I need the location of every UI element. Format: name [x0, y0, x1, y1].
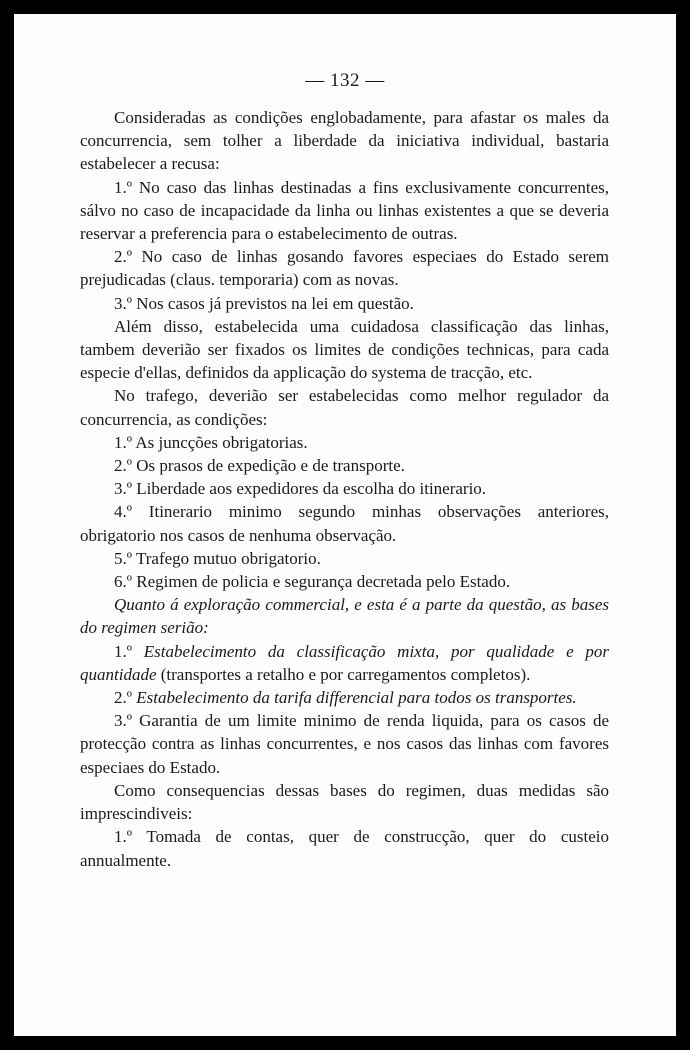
book-page: [14, 14, 676, 1036]
list-item: 5.º Trafego mutuo obrigatorio.: [114, 548, 321, 568]
item-number: 1.º: [114, 641, 133, 661]
list-item: 3.º Liberdade aos expedidores da escolha do itinerario.: [114, 479, 487, 499]
list-item: 3.º Garantia de um limite minimo de renda liquida, para os casos de protecção contra as linhas concurrentes, e nos casos das linhas com favores especiaes do Estado.: [80, 711, 609, 777]
list-item: 1.º Tomada de contas, quer de construcção, quer do custeio annualmente.: [80, 827, 609, 870]
list-item: 1.º As juncções obrigatorias.: [114, 432, 308, 452]
list-item: 4.º Itinerario minimo segundo minhas observações anteriores, obrigatorio nos casos de nenhuma observação.: [80, 502, 609, 545]
body-text: [80, 106, 609, 872]
paragraph: Consideradas as condições englobadamente, para afastar os males da concurrencia, sem tolher a liberdade da iniciativa individual, bastaria estabelecer a recusa:: [80, 108, 609, 174]
list-item: 6.º Regimen de policia e segurança decretada pelo Estado.: [114, 572, 511, 592]
page-number: — 132 —: [305, 70, 385, 91]
paragraph: No trafego, deverião ser estabelecidas como melhor regulador da concurrencia, as condições:: [80, 386, 609, 429]
item-italic-text: Estabelecimento da classificação mixta, por qualidade e por quantidade: [80, 641, 609, 684]
paragraph: Além disso, estabelecida uma cuidadosa classificação das linhas, tambem deverião ser fixados os limites de condições technicas, para cada especie d'ellas, definidos da applicação do systema de tracção, etc.: [80, 316, 609, 383]
item-number: 2.º: [114, 688, 133, 708]
list-item: 1.º No caso das linhas destinadas a fins exclusivamente concurrentes, sálvo no caso de incapacidade da linha ou linhas existentes a que se deveria reservar a preferencia para o estabelecimento de outras.: [80, 177, 609, 244]
item-italic-text: Estabelecimento da tarifa differencial para todos os transportes.: [132, 688, 577, 708]
list-item: [80, 686, 609, 709]
list-item: 2.º No caso de linhas gosando favores especiaes do Estado serem prejudicadas (claus. temporaria) com as novas.: [80, 247, 609, 290]
list-item: [80, 640, 609, 686]
paragraph: Como consequencias dessas bases do regimen, duas medidas são imprescindiveis:: [80, 780, 609, 824]
list-item: 2.º Os prasos de expedição e de transporte.: [114, 456, 405, 476]
italic-paragraph: Quanto á exploração commercial, e esta é a parte da questão, as bases do regimen serião:: [80, 595, 609, 638]
list-item: 3.º Nos casos já previstos na lei em questão.: [114, 293, 414, 313]
item-text: (transportes a retalho e por carregamentos completos).: [156, 664, 531, 684]
